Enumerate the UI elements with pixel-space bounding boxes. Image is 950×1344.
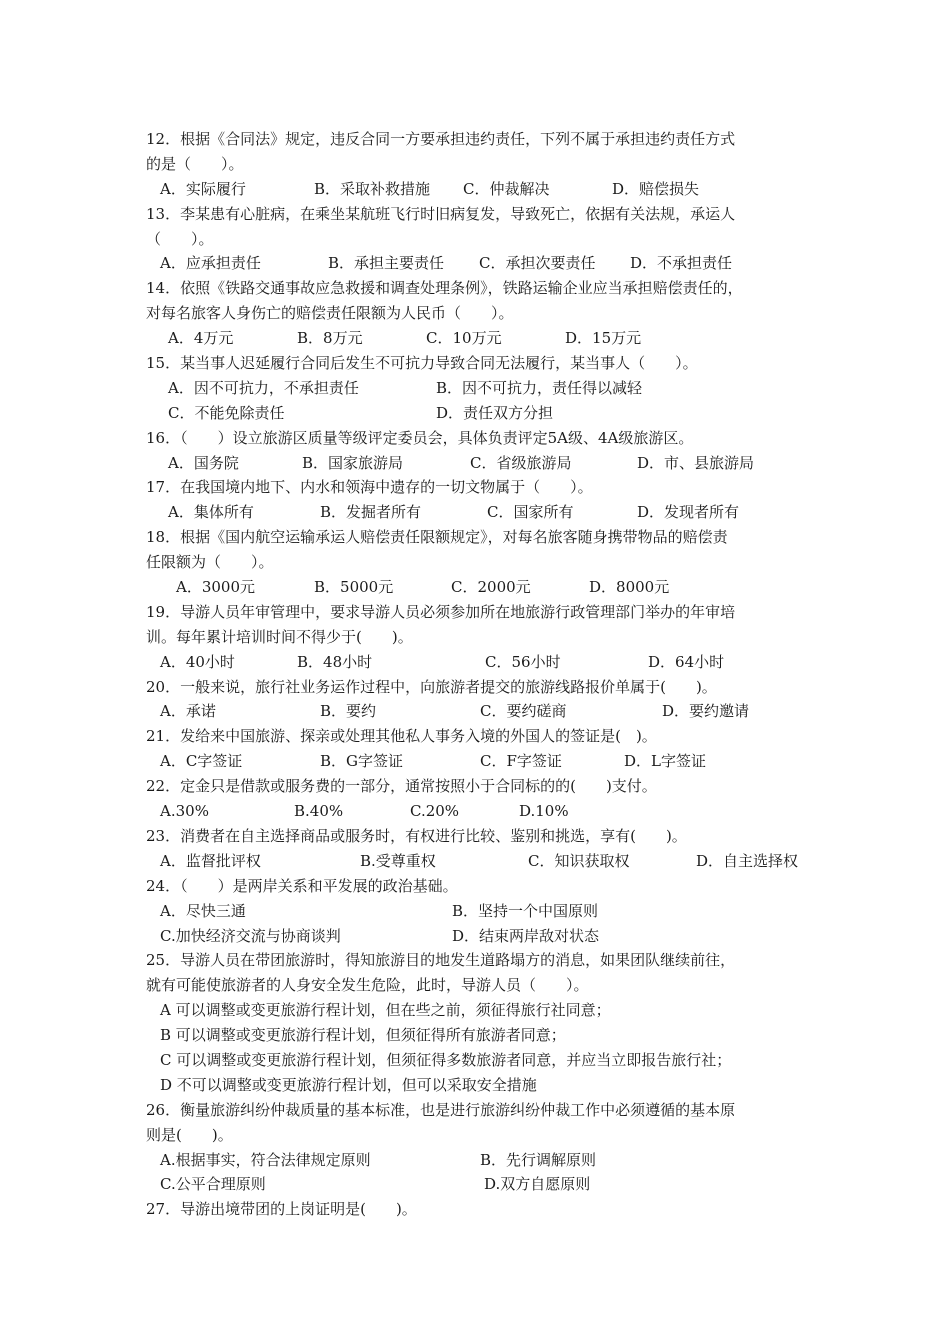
option-d: D．64小时 (648, 652, 725, 671)
option-c: C．国家所有 (487, 503, 574, 522)
question-15-options-row-1 (146, 376, 816, 401)
question-14-stem-line-1: 14．依照《铁路交通事故应急救援和调查处理条例》，铁路运输企业应当承担赔偿责任的， (146, 279, 743, 298)
question-25-stem-line-1: 25．导游人员在带团旅游时，得知旅游目的地发生道路塌方的消息，如果团队继续前往， (146, 951, 736, 970)
option-c: C．F字签证 (480, 752, 562, 771)
option-b: B．G字签证 (320, 752, 404, 771)
question-12-stem-line-1: 12．根据《合同法》规定，违反合同一方要承担违约责任，下列不属于承担违约责任方式 (146, 130, 736, 148)
question-26-stem-line-2: 则是( )。 (146, 1125, 233, 1144)
question-13-options (146, 251, 816, 276)
option-d: D．市、县旅游局 (637, 453, 755, 472)
option-c: C.20% (410, 802, 460, 821)
question-20-options (146, 699, 816, 724)
option-a: A．40小时 (160, 652, 235, 671)
question-19-stem-line-1: 19．导游人员年审管理中，要求导游人员必须参加所在地旅游行政管理部门举办的年审培 (146, 602, 736, 621)
option-b: B．5000元 (314, 578, 394, 597)
option-a: A．C字签证 (160, 752, 243, 771)
option-c: C.公平合理原则 (160, 1175, 266, 1194)
option-b: B．国家旅游局 (302, 453, 404, 472)
option-c: C.加快经济交流与协商谈判 (160, 926, 341, 945)
question-24-options-row-1 (146, 899, 816, 924)
question-12-stem-line-2: 的是（ ）。 (146, 154, 244, 173)
option-a: A．承诺 (160, 702, 216, 721)
question-25-option-b: B 可以调整或变更旅游行程计划，但须征得所有旅游者同意； (160, 1026, 566, 1045)
question-14-options (146, 326, 816, 351)
question-19-stem-line-2: 训。每年累计培训时间不得少于( )。 (146, 627, 413, 646)
question-26-options-row-1 (146, 1148, 816, 1173)
option-c: C．承担次要责任 (479, 254, 596, 273)
option-c: C．10万元 (426, 329, 502, 348)
option-b: B.40% (294, 802, 344, 821)
question-list (146, 127, 816, 1222)
option-a: A．3000元 (176, 578, 256, 597)
option-c: C．知识获取权 (528, 851, 630, 870)
option-d: D．要约邀请 (662, 702, 750, 721)
option-a: A．4万元 (168, 329, 234, 348)
option-d: D．赔偿损失 (612, 179, 700, 198)
question-15-options-row-2 (146, 401, 816, 426)
option-d: D．8000元 (589, 578, 670, 597)
option-d: D．发现者所有 (637, 503, 740, 522)
question-25-option-d: D 不可以调整或变更旅游行程计划，但可以采取安全措施 (160, 1075, 537, 1094)
option-c: C．2000元 (451, 578, 531, 597)
option-b: B．要约 (320, 702, 377, 721)
option-d: D．不承担责任 (630, 254, 733, 273)
question-16-stem: 16．（ ）设立旅游区质量等级评定委员会，具体负责评定5A级、4A级旅游区。 (146, 428, 694, 447)
question-27-stem: 27．导游出境带团的上岗证明是( )。 (146, 1200, 417, 1219)
option-b: B．因不可抗力，责任得以减轻 (436, 378, 643, 397)
option-c: C．仲裁解决 (463, 179, 550, 198)
option-b: B．发掘者所有 (320, 503, 422, 522)
question-14-stem-line-2: 对每名旅客人身伤亡的赔偿责任限额为人民币（ ）。 (146, 304, 514, 323)
question-13-stem-line-2: （ ）。 (146, 229, 214, 248)
question-21-options (146, 749, 816, 774)
question-26-stem-line-1: 26．衡量旅游纠纷仲裁质量的基本标准，也是进行旅游纠纷仲裁工作中必须遵循的基本原 (146, 1100, 736, 1119)
question-21-stem: 21．发给来中国旅游、探亲或处理其他私人事务入境的外国人的签证是( )。 (146, 727, 657, 746)
question-24-stem: 24．（ ）是两岸关系和平发展的政治基础。 (146, 876, 458, 895)
option-c: C．不能免除责任 (168, 403, 285, 422)
question-19-options (146, 650, 816, 675)
question-23-options (146, 849, 816, 874)
question-22-stem: 22．定金只是借款或服务费的一部分，通常按照小于合同标的的( )支付。 (146, 777, 657, 796)
option-a: A．应承担责任 (160, 254, 261, 273)
question-22-options (146, 799, 816, 824)
option-b: B．先行调解原则 (480, 1150, 597, 1169)
option-c: C．要约磋商 (480, 702, 567, 721)
option-a: A．监督批评权 (160, 851, 261, 870)
option-d: D．责任双方分担 (436, 403, 554, 422)
question-16-options (146, 451, 816, 476)
option-a: A.根据事实，符合法律规定原则 (160, 1150, 371, 1169)
question-20-stem: 20．一般来说，旅行社业务运作过程中，向旅游者提交的旅游线路报价单属于( )。 (146, 677, 717, 696)
option-a: A.30% (160, 802, 209, 821)
option-c: C．56小时 (485, 652, 561, 671)
option-d: D．结束两岸敌对状态 (452, 926, 600, 945)
question-18-options (146, 575, 816, 600)
option-b: B．48小时 (297, 652, 373, 671)
question-17-options (146, 500, 816, 525)
option-a: A．因不可抗力，不承担责任 (168, 378, 359, 397)
option-c: C．省级旅游局 (470, 453, 572, 472)
question-25-option-a: A 可以调整或变更旅游行程计划，但在些之前，须征得旅行社同意； (160, 1001, 611, 1020)
option-b: B．承担主要责任 (328, 254, 445, 273)
question-18-stem-line-1: 18．根据《国内航空运输承运人赔偿责任限额规定》，对每名旅客随身携带物品的赔偿责 (146, 528, 728, 547)
option-d: D．15万元 (565, 329, 642, 348)
question-25-option-c: C 可以调整或变更旅游行程计划，但须征得多数旅游者同意，并应当立即报告旅行社； (160, 1050, 732, 1069)
question-15-stem: 15．某当事人迟延履行合同后发生不可抗力导致合同无法履行，某当事人（ ）。 (146, 354, 698, 373)
question-13-stem-line-1: 13．李某患有心脏病，在乘坐某航班飞行时旧病复发，导致死亡，依据有关法规，承运人 (146, 204, 736, 223)
option-b: B．采取补救措施 (314, 179, 431, 198)
question-18-stem-line-2: 任限额为（ ）。 (146, 553, 274, 572)
option-d: D.10% (519, 802, 569, 821)
option-d: D.双方自愿原则 (484, 1175, 591, 1194)
option-d: D．L字签证 (624, 752, 706, 771)
option-b: B．坚持一个中国原则 (452, 901, 599, 920)
question-25-stem-line-2: 就有可能使旅游者的人身安全发生危险，此时，导游人员（ ）。 (146, 976, 589, 995)
option-d: D．自主选择权 (696, 851, 799, 870)
question-26-options-row-2 (146, 1172, 816, 1197)
option-a: A．国务院 (168, 453, 239, 472)
option-a: A．实际履行 (160, 179, 246, 198)
question-23-stem: 23．消费者在自主选择商品或服务时，有权进行比较、鉴别和挑选，享有( )。 (146, 826, 687, 845)
option-a: A．尽快三通 (160, 901, 246, 920)
option-b: B.受尊重权 (360, 851, 436, 870)
question-17-stem: 17．在我国境内地下、内水和领海中遗存的一切文物属于（ ）。 (146, 478, 593, 497)
option-b: B．8万元 (297, 329, 363, 348)
question-24-options-row-2 (146, 924, 816, 949)
option-a: A．集体所有 (168, 503, 254, 522)
question-12-options (146, 177, 816, 202)
